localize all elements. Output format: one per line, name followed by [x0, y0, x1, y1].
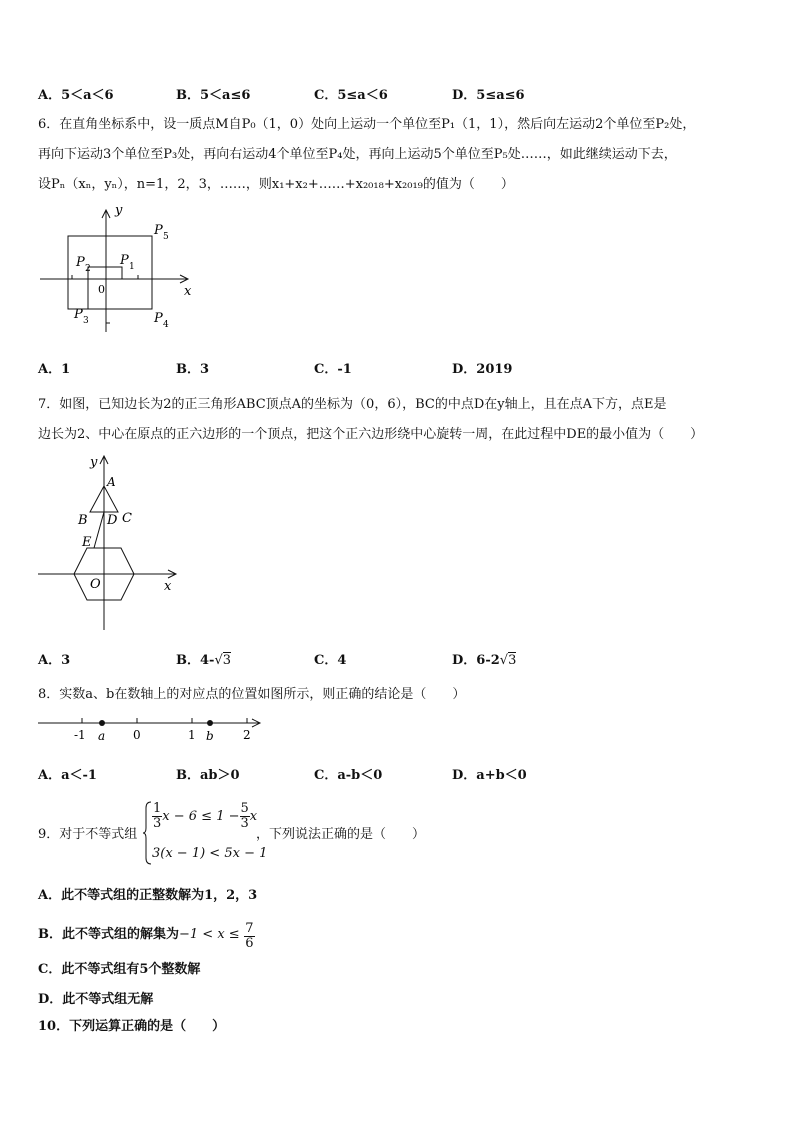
q9-option-b [38, 920, 255, 949]
q7-option-d [452, 649, 516, 668]
q9-suffix: ，下列说法正确的是（ ） [256, 827, 426, 842]
q8-option-d: D．a+b＜0 [452, 768, 527, 783]
q8-option-a: A．a＜-1 [38, 768, 97, 783]
q9-inequality-system [142, 800, 268, 866]
q7-option-c: C．4 [314, 653, 347, 668]
q6-p4-sub: 4 [163, 320, 169, 330]
q6-text-line3: 设Pₙ（xₙ，yₙ），n=1，2，3，……，则x₁+x₂+……+x₂₀₁₈+x₂₀₁₉的值为（ ） [38, 177, 514, 192]
q8-option-c: C．a-b＜0 [314, 768, 383, 783]
q6-text-line2: 再向下运动3个单位至P₃处，再向右运动4个单位至P₄处，再向上运动5个单位至P₅处……，如此继续运动下去， [38, 147, 677, 162]
q7-b-label: B [78, 513, 88, 528]
q6-y-label: y [115, 203, 123, 218]
q6-option-a: A．1 [38, 362, 71, 377]
q6-p5-sub: 5 [163, 232, 169, 242]
q7-y-label: y [90, 455, 98, 470]
q7-option-b-radicand: 3 [222, 653, 232, 668]
q6-option-d: D．2019 [452, 362, 513, 377]
q6-option-c: C．-1 [314, 362, 352, 377]
q8-tick-0: 0 [133, 728, 141, 742]
q6-option-b: B．3 [176, 362, 210, 377]
q6-figure [38, 200, 198, 340]
q9-option-b-text: B．此不等式组的解集为 [38, 927, 179, 942]
q6-p3-sub: 3 [83, 316, 89, 326]
q7-text-line1: 7．如图，已知边长为2的正三角形ABC顶点A的坐标为（0，6），BC的中点D在y轴上，且在点A下方，点E是 [38, 397, 667, 412]
q7-e-label: E [82, 535, 92, 550]
q9-option-a: A．此不等式组的正整数解为1，2，3 [38, 888, 258, 903]
q9-option-b-fraction: $\frac{7}{6}$ [245, 921, 254, 951]
q9-option-d: D．此不等式组无解 [38, 992, 154, 1007]
q7-option-d-radicand: 3 [508, 653, 517, 668]
q8-number-line [36, 714, 268, 748]
q7-d-label: D [107, 513, 118, 528]
brace-icon [142, 800, 152, 866]
q7-x-label: x [164, 579, 172, 594]
q6-p4-label: P [154, 311, 163, 326]
q8-point-a: a [98, 729, 106, 743]
q7-c-label: C [122, 511, 132, 526]
q5-option-c: C．5≤a＜6 [314, 88, 388, 103]
q6-x-label: x [184, 284, 192, 299]
q7-a-label: A [107, 475, 116, 489]
q6-p3-label: P [74, 307, 83, 322]
q5-option-a: A．5＜a＜6 [38, 88, 114, 103]
q6-p2-sub: 2 [85, 264, 91, 274]
q8-tick-minus1: -1 [74, 728, 86, 742]
q7-option-d-text: D．6-2 [452, 653, 500, 668]
q7-figure [34, 450, 184, 635]
q6-p1-sub: 1 [129, 262, 135, 272]
q5-option-d: D．5≤a≤6 [452, 88, 525, 103]
q10-text: 10．下列运算正确的是（ ） [38, 1019, 226, 1034]
sqrt-symbol: √ [214, 653, 223, 668]
q7-option-b-text: B．4- [176, 653, 215, 668]
q6-p1-label: P [120, 253, 129, 268]
q8-text: 8．实数a、b在数轴上的对应点的位置如图所示，则正确的结论是（ ） [38, 687, 466, 702]
q9-option-c: C．此不等式组有5个整数解 [38, 962, 201, 977]
q9-inequality-2: 3(x − 1) < 5x − 1 [152, 846, 268, 861]
q7-option-a: A．3 [38, 653, 71, 668]
q8-point-b: b [206, 729, 214, 743]
q8-option-b: B．ab＞0 [176, 768, 240, 783]
q9-option-b-math: −1 < x ≤ [179, 927, 240, 942]
q6-text-line1: 6．在直角坐标系中，设一质点M自P₀（1，0）处向上运动一个单位至P₁（1，1），然后向左运动2个单位至P₂处， [38, 117, 696, 132]
q9-prefix: 9．对于不等式组 [38, 827, 138, 842]
q7-option-b [176, 649, 231, 668]
q8-tick-2: 2 [243, 728, 251, 742]
q8-tick-1: 1 [188, 728, 196, 742]
q9-inequality-1: $\frac{1}{3}$ x − 6 ≤ 1 − $\frac{5}{3}$ x [153, 801, 258, 831]
sqrt-symbol: √ [499, 653, 509, 668]
q7-o-label: O [90, 577, 101, 592]
q5-option-b: B．5＜a≤6 [176, 88, 251, 103]
q6-origin-label: 0 [98, 283, 105, 296]
q6-p2-label: P [76, 255, 85, 270]
q7-text-line2: 边长为2、中心在原点的正六边形的一个顶点，把这个正六边形绕中心旋转一周，在此过程中DE的最小值为（ ） [38, 427, 704, 442]
q6-p5-label: P [154, 223, 163, 238]
